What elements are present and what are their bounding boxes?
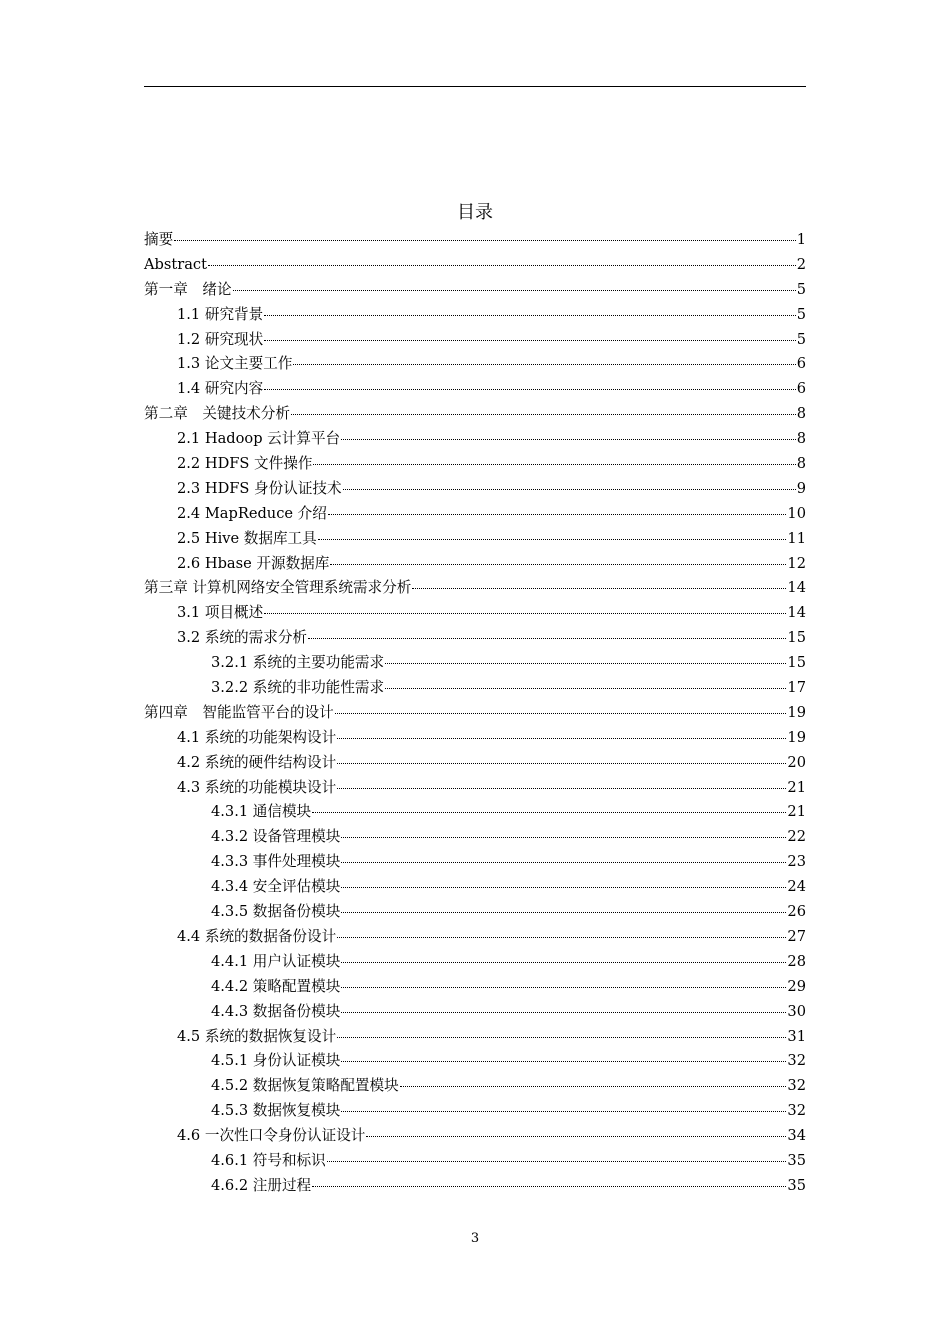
toc-entry-label: 4.6.2 注册过程 <box>211 1176 312 1194</box>
toc-dot-leader <box>318 529 787 540</box>
header-rule <box>144 86 806 87</box>
toc-dot-leader <box>343 479 796 490</box>
toc-dot-leader <box>341 952 786 963</box>
toc-entry-label: 1.1 研究背景 <box>177 305 264 323</box>
toc-entry[interactable] <box>144 427 806 452</box>
toc-entry[interactable] <box>144 651 806 676</box>
toc-entry-label: Abstract <box>144 255 207 273</box>
toc-entry[interactable] <box>144 601 806 626</box>
toc-entry[interactable] <box>144 800 806 825</box>
toc-dot-leader <box>208 255 796 266</box>
toc-entry-page: 6 <box>796 355 806 373</box>
toc-entry[interactable] <box>144 228 806 253</box>
toc-dot-leader <box>341 1002 786 1013</box>
toc-dot-leader <box>308 628 786 639</box>
toc-entry-label: 4.2 系统的硬件结构设计 <box>177 753 337 771</box>
toc-dot-leader <box>313 454 795 465</box>
toc-entry-page: 15 <box>787 629 806 647</box>
toc-entry-label: 第一章 绪论 <box>144 280 232 298</box>
toc-entry-label: 第二章 关键技术分析 <box>144 405 290 423</box>
toc-entry-label: 3.2 系统的需求分析 <box>177 629 308 647</box>
toc-entry-page: 10 <box>787 504 806 522</box>
toc-entry-label: 1.2 研究现状 <box>177 330 264 348</box>
toc-entry-page: 14 <box>787 604 806 622</box>
toc-entry-label: 4.5.2 数据恢复策略配置模块 <box>211 1077 399 1095</box>
toc-entry-label: 2.5 Hive 数据库工具 <box>177 529 317 547</box>
toc-entry-label: 4.4 系统的数据备份设计 <box>177 927 337 945</box>
toc-entry[interactable] <box>144 253 806 278</box>
toc-entry-page: 35 <box>787 1176 806 1194</box>
toc-entry[interactable] <box>144 626 806 651</box>
toc-entry-page: 5 <box>796 280 806 298</box>
toc-entry-page: 32 <box>787 1102 806 1120</box>
toc-entry-label: 4.3 系统的功能模块设计 <box>177 778 337 796</box>
toc-entry-label: 1.4 研究内容 <box>177 380 264 398</box>
toc-entry[interactable] <box>144 452 806 477</box>
toc-dot-leader <box>330 554 786 565</box>
toc-dot-leader <box>337 927 786 938</box>
toc-dot-leader <box>174 230 796 241</box>
toc-entry[interactable] <box>144 502 806 527</box>
toc-entry-label: 4.3.4 安全评估模块 <box>211 878 341 896</box>
toc-entry[interactable] <box>144 1149 806 1174</box>
toc-entry-label: 3.1 项目概述 <box>177 604 264 622</box>
toc-dot-leader <box>337 728 786 739</box>
toc-dot-leader <box>312 1176 786 1187</box>
toc-dot-leader <box>341 1051 786 1062</box>
toc-entry[interactable] <box>144 751 806 776</box>
toc-entry[interactable] <box>144 278 806 303</box>
toc-entry-page: 19 <box>787 703 806 721</box>
toc-dot-leader <box>291 404 796 415</box>
toc-entry-page: 8 <box>796 455 806 473</box>
toc-entry[interactable] <box>144 825 806 850</box>
toc-dot-leader <box>341 977 786 988</box>
toc-entry-page: 6 <box>796 380 806 398</box>
toc-dot-leader <box>264 379 795 390</box>
toc-entry-page: 12 <box>787 554 806 572</box>
toc-entry-page: 24 <box>787 878 806 896</box>
toc-entry[interactable] <box>144 1099 806 1124</box>
toc-entry-label: 4.1 系统的功能架构设计 <box>177 728 337 746</box>
toc-entry[interactable] <box>144 527 806 552</box>
toc-entry-page: 22 <box>787 828 806 846</box>
toc-entry-page: 30 <box>787 1002 806 1020</box>
toc-entry-page: 21 <box>787 778 806 796</box>
toc-entry-label: 4.5 系统的数据恢复设计 <box>177 1027 337 1045</box>
toc-dot-leader <box>264 603 786 614</box>
toc-entry-label: 第三章 计算机网络安全管理系统需求分析 <box>144 579 412 597</box>
toc-title: 目录 <box>457 202 493 223</box>
toc-entry[interactable] <box>144 352 806 377</box>
toc-entry-label: 4.4.3 数据备份模块 <box>211 1002 341 1020</box>
toc-entry[interactable] <box>144 850 806 875</box>
toc-dot-leader <box>335 703 787 714</box>
toc-entry-label: 4.4.1 用户认证模块 <box>211 952 341 970</box>
toc-entry-page: 5 <box>796 305 806 323</box>
toc-entry-page: 5 <box>796 330 806 348</box>
toc-entry[interactable] <box>144 1174 806 1199</box>
toc-entry[interactable] <box>144 576 806 601</box>
toc-entry-label: 4.6 一次性口令身份认证设计 <box>177 1127 366 1145</box>
toc-entry-page: 31 <box>787 1027 806 1045</box>
toc-entry-label: 4.3.5 数据备份模块 <box>211 903 341 921</box>
toc-dot-leader <box>264 330 795 341</box>
toc-entry-label: 2.3 HDFS 身份认证技术 <box>177 479 342 497</box>
toc-entry-page: 34 <box>787 1127 806 1145</box>
toc-entry-page: 11 <box>787 529 806 547</box>
toc-entry[interactable] <box>144 1049 806 1074</box>
toc-entry-label: 4.5.1 身份认证模块 <box>211 1052 341 1070</box>
toc-dot-leader <box>293 354 795 365</box>
toc-entry-page: 8 <box>796 405 806 423</box>
toc-entry[interactable] <box>144 402 806 427</box>
toc-entry-page: 9 <box>796 479 806 497</box>
toc-entry[interactable] <box>144 303 806 328</box>
toc-entry-label: 2.4 MapReduce 介绍 <box>177 504 327 522</box>
toc-entry[interactable] <box>144 477 806 502</box>
toc-entry-label: 第四章 智能监管平台的设计 <box>144 703 334 721</box>
toc-entry-label: 摘要 <box>144 231 174 248</box>
page-number: 3 <box>470 1231 480 1246</box>
toc-dot-leader <box>341 877 786 888</box>
toc-dot-leader <box>328 504 787 515</box>
toc-entry-label: 2.6 Hbase 开源数据库 <box>177 554 330 572</box>
toc-entry-label: 4.3.3 事件处理模块 <box>211 853 341 871</box>
toc-entry[interactable] <box>144 1074 806 1099</box>
toc-dot-leader <box>341 827 786 838</box>
toc-entry[interactable] <box>144 776 806 801</box>
toc-entry-page: 32 <box>787 1077 806 1095</box>
toc-entry-label: 2.1 Hadoop 云计算平台 <box>177 430 341 448</box>
toc-entry[interactable] <box>144 900 806 925</box>
toc-entry[interactable] <box>144 925 806 950</box>
toc-entry-page: 14 <box>787 579 806 597</box>
toc-entry-label: 4.6.1 符号和标识 <box>211 1151 326 1169</box>
toc-entry[interactable] <box>144 1000 806 1025</box>
toc-dot-leader <box>312 802 786 813</box>
toc-entry-label: 4.3.2 设备管理模块 <box>211 828 341 846</box>
toc-dot-leader <box>385 678 786 689</box>
toc-dot-leader <box>341 1101 786 1112</box>
toc-dot-leader <box>337 753 786 764</box>
toc-dot-leader <box>233 280 796 291</box>
toc-entry[interactable] <box>144 875 806 900</box>
toc-dot-leader <box>327 1151 787 1162</box>
toc-entry[interactable] <box>144 950 806 975</box>
toc-entry[interactable] <box>144 328 806 353</box>
toc-dot-leader <box>337 1027 786 1038</box>
toc-entry-page: 8 <box>796 430 806 448</box>
table-of-contents <box>144 228 806 1199</box>
toc-entry[interactable] <box>144 975 806 1000</box>
toc-entry-label: 3.2.2 系统的非功能性需求 <box>211 679 385 697</box>
toc-dot-leader <box>385 653 786 664</box>
toc-entry-page: 20 <box>787 753 806 771</box>
toc-entry[interactable] <box>144 701 806 726</box>
toc-entry-page: 28 <box>787 952 806 970</box>
toc-entry-label: 1.3 论文主要工作 <box>177 355 293 373</box>
toc-dot-leader <box>400 1076 787 1087</box>
toc-entry-label: 4.3.1 通信模块 <box>211 803 312 821</box>
toc-entry-page: 27 <box>787 927 806 945</box>
toc-dot-leader <box>341 902 786 913</box>
toc-entry-page: 32 <box>787 1052 806 1070</box>
toc-entry-page: 35 <box>787 1151 806 1169</box>
toc-entry-page: 17 <box>787 679 806 697</box>
toc-entry-page: 26 <box>787 903 806 921</box>
toc-entry[interactable] <box>144 1025 806 1050</box>
toc-entry-label: 4.5.3 数据恢复模块 <box>211 1102 341 1120</box>
toc-entry-label: 2.2 HDFS 文件操作 <box>177 455 313 473</box>
toc-entry[interactable] <box>144 377 806 402</box>
toc-dot-leader <box>366 1126 786 1137</box>
toc-entry-label: 4.4.2 策略配置模块 <box>211 977 341 995</box>
toc-dot-leader <box>412 578 786 589</box>
toc-entry-page: 15 <box>787 654 806 672</box>
toc-dot-leader <box>337 778 786 789</box>
toc-entry-page: 23 <box>787 853 806 871</box>
toc-entry[interactable] <box>144 676 806 701</box>
toc-entry-label: 3.2.1 系统的主要功能需求 <box>211 654 385 672</box>
toc-dot-leader <box>341 852 786 863</box>
toc-entry[interactable] <box>144 726 806 751</box>
toc-entry-page: 1 <box>796 231 806 248</box>
toc-entry-page: 29 <box>787 977 806 995</box>
toc-entry-page: 2 <box>796 255 806 273</box>
toc-entry-page: 21 <box>787 803 806 821</box>
toc-entry[interactable] <box>144 552 806 577</box>
toc-entry-page: 19 <box>787 728 806 746</box>
toc-entry[interactable] <box>144 1124 806 1149</box>
toc-dot-leader <box>341 429 796 440</box>
toc-dot-leader <box>264 305 795 316</box>
